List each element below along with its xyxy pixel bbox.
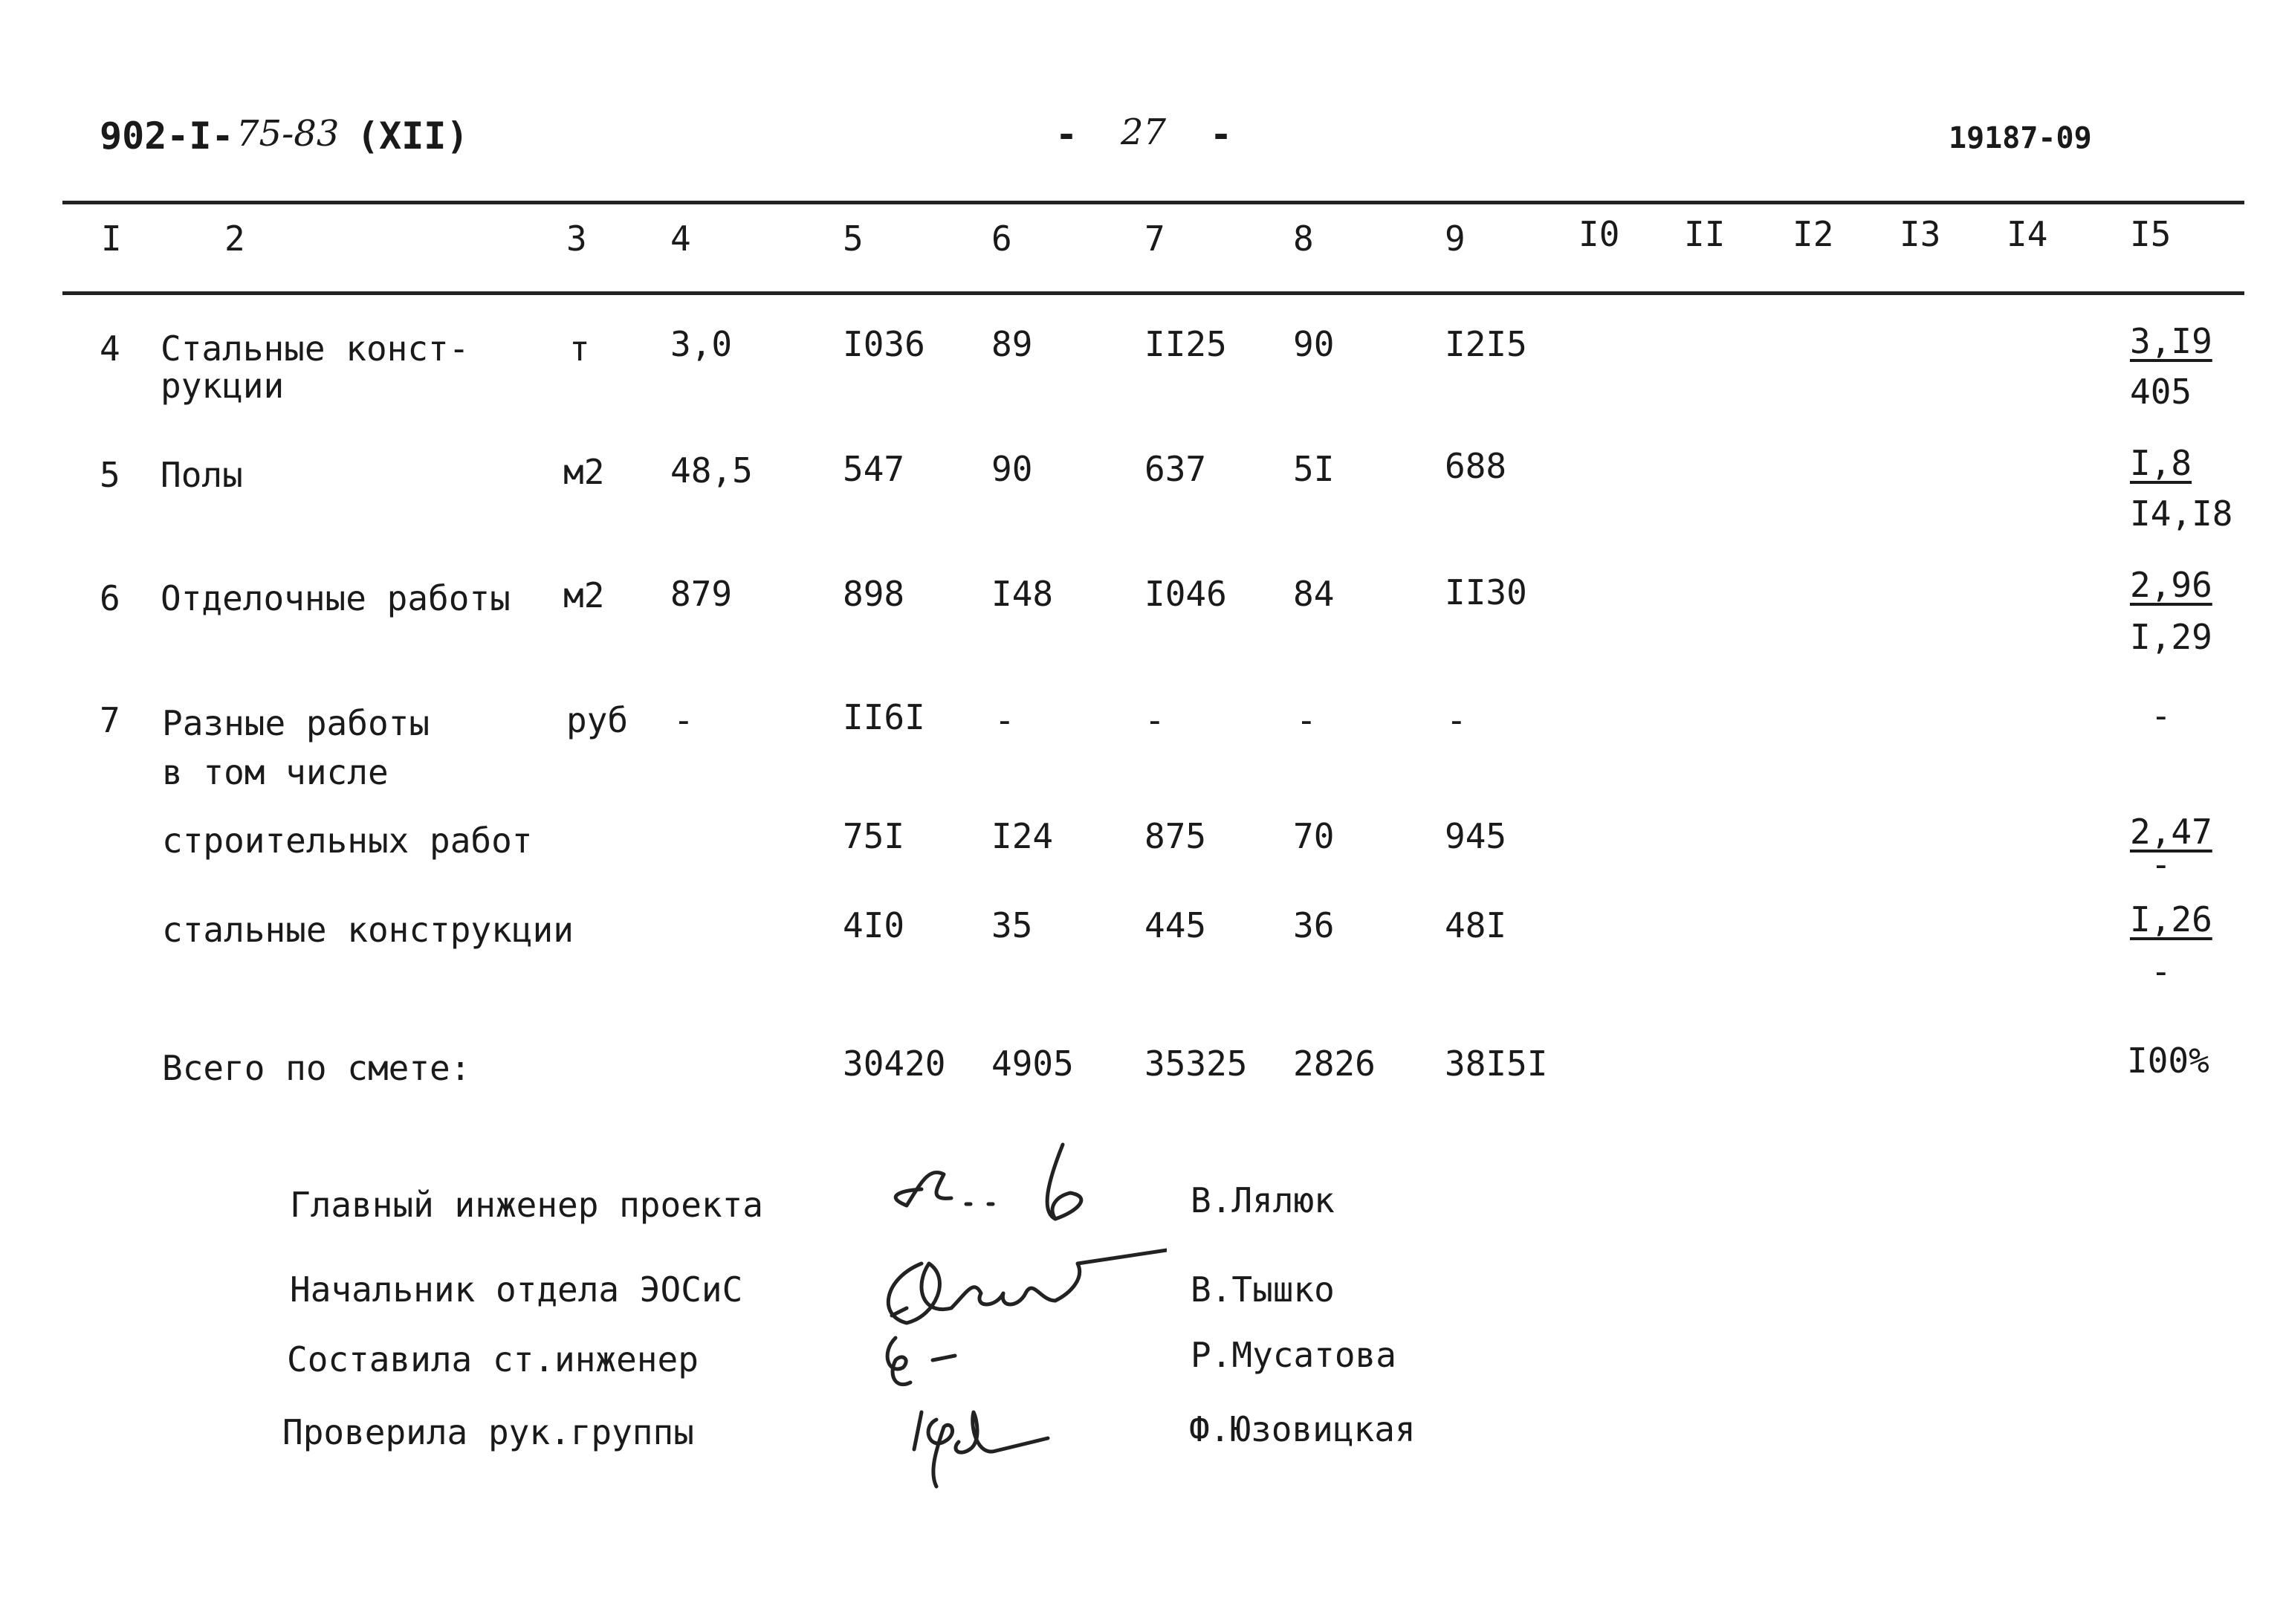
row-name: Полы: [161, 455, 243, 495]
cell-col15-bottom: I4,I8: [2130, 494, 2233, 534]
column-number: 3: [566, 219, 587, 259]
doc-code: 902-I-: [100, 114, 234, 158]
cell-col6: I24: [991, 816, 1054, 856]
cell-col6: 90: [991, 449, 1033, 489]
column-number: I5: [2130, 214, 2172, 254]
signature-2: [870, 1234, 1167, 1338]
cell-col7: 875: [1144, 816, 1207, 856]
doc-code-handwritten: 75-83: [236, 113, 340, 155]
signature-4: [907, 1397, 1070, 1501]
signatory-name: В.Лялюк: [1191, 1180, 1335, 1220]
signatory-name: Р.Мусатова: [1191, 1335, 1396, 1375]
subrow-name: стальные конструкции: [162, 910, 574, 950]
row-name-continued: рукции: [161, 366, 285, 406]
cell-col9: 48I: [1445, 905, 1507, 945]
quantity: -: [673, 700, 694, 740]
cell-col8: 90: [1293, 324, 1335, 364]
quantity: 3,0: [670, 324, 733, 364]
signatory-title: Составила ст.инженер: [287, 1339, 699, 1379]
cell-col15: -: [2151, 696, 2172, 736]
row-name: Стальные конст-: [161, 329, 470, 369]
cell-col15-bottom: -: [2151, 844, 2172, 884]
column-number: I3: [1900, 214, 1941, 254]
quantity: 879: [670, 574, 733, 614]
cell-col15-bottom: 405: [2130, 372, 2192, 412]
total-col7: 35325: [1144, 1044, 1248, 1084]
inventory-number: 19187-09: [1949, 121, 2092, 155]
cell-col9: I2I5: [1445, 324, 1527, 364]
subrow-name: строительных работ: [162, 821, 533, 861]
column-number: I: [101, 219, 122, 259]
unit: т: [569, 329, 590, 369]
cell-col6: 35: [991, 905, 1033, 945]
cell-col5: 75I: [843, 816, 905, 856]
quantity: 48,5: [670, 450, 753, 491]
cell-col15-bottom: I,29: [2130, 617, 2212, 657]
signature-3: [873, 1323, 977, 1397]
cell-col6: I48: [991, 574, 1054, 614]
column-number: 7: [1144, 219, 1165, 259]
row-number: 5: [100, 455, 120, 495]
cell-col15-top: 2,47: [2130, 812, 2212, 852]
cell-col5: 547: [843, 449, 905, 489]
unit: м2: [563, 575, 605, 615]
cell-col15-top: I,8: [2130, 443, 2192, 483]
cell-col8: 5I: [1293, 449, 1335, 489]
column-number: 6: [991, 219, 1012, 259]
cell-col7: -: [1144, 700, 1165, 740]
cell-col9: 688: [1445, 446, 1507, 486]
table-header-rule: [62, 291, 2244, 295]
page-number: 27: [1121, 111, 1167, 153]
column-number: 9: [1445, 219, 1466, 259]
signatory-name: Ф.Юзовицкая: [1189, 1409, 1416, 1449]
column-number: I4: [2007, 214, 2048, 254]
cell-col7: II25: [1144, 324, 1227, 364]
cell-col8: -: [1296, 700, 1317, 740]
table-top-rule: [62, 201, 2244, 204]
cell-col7: I046: [1144, 574, 1227, 614]
cell-col7: 445: [1144, 905, 1207, 945]
signatory-title: Проверила рук.группы: [282, 1412, 694, 1452]
cell-col7: 637: [1144, 449, 1207, 489]
cell-col15-bottom: -: [2151, 951, 2172, 991]
row-name-continued: в том числе: [162, 752, 389, 792]
column-number: 8: [1293, 219, 1314, 259]
cell-col8: 70: [1293, 816, 1335, 856]
cell-col9: II30: [1445, 572, 1527, 612]
signatory-title: Главный инженер проекта: [290, 1185, 763, 1225]
cell-col6: 89: [991, 324, 1033, 364]
row-number: 4: [100, 329, 120, 369]
signatory-name: В.Тышко: [1191, 1269, 1335, 1310]
cell-col9: 945: [1445, 816, 1507, 856]
column-number: 4: [670, 219, 691, 259]
cell-col8: 36: [1293, 905, 1335, 945]
column-number: I0: [1578, 214, 1620, 254]
cell-col8: 84: [1293, 574, 1335, 614]
unit: руб: [566, 700, 629, 740]
column-number: 2: [224, 219, 245, 259]
cell-col9: -: [1446, 700, 1467, 740]
total-col8: 2826: [1293, 1044, 1376, 1084]
row-number: 7: [100, 700, 120, 740]
column-number: 5: [843, 219, 864, 259]
doc-code-suffix: (XII): [357, 114, 469, 158]
cell-col5: II6I: [843, 697, 925, 737]
unit: м2: [563, 452, 605, 492]
column-number: I2: [1793, 214, 1834, 254]
row-number: 6: [100, 578, 120, 618]
total-col5: 30420: [843, 1044, 946, 1084]
cell-col6: -: [994, 700, 1015, 740]
signature-1: [877, 1137, 1144, 1241]
cell-col15-top: 2,96: [2130, 565, 2212, 605]
total-col15: I00%: [2127, 1041, 2209, 1081]
signatory-title: Начальник отдела ЭОСиС: [290, 1269, 743, 1310]
column-number: II: [1684, 214, 1726, 254]
row-name: Разные работы: [162, 703, 430, 743]
cell-col15-top: 3,I9: [2130, 321, 2212, 361]
page-dash-right: -: [1210, 113, 1233, 156]
cell-col5: 4I0: [843, 905, 905, 945]
total-label: Всего по смете:: [162, 1048, 471, 1088]
row-name: Отделочные работы: [161, 578, 511, 618]
page-dash-left: -: [1055, 113, 1078, 156]
cell-col5: 898: [843, 574, 905, 614]
total-col6: 4905: [991, 1044, 1074, 1084]
cell-col15-top: I,26: [2130, 899, 2212, 939]
total-col9: 38I5I: [1445, 1044, 1548, 1084]
cell-col5: I036: [843, 324, 925, 364]
